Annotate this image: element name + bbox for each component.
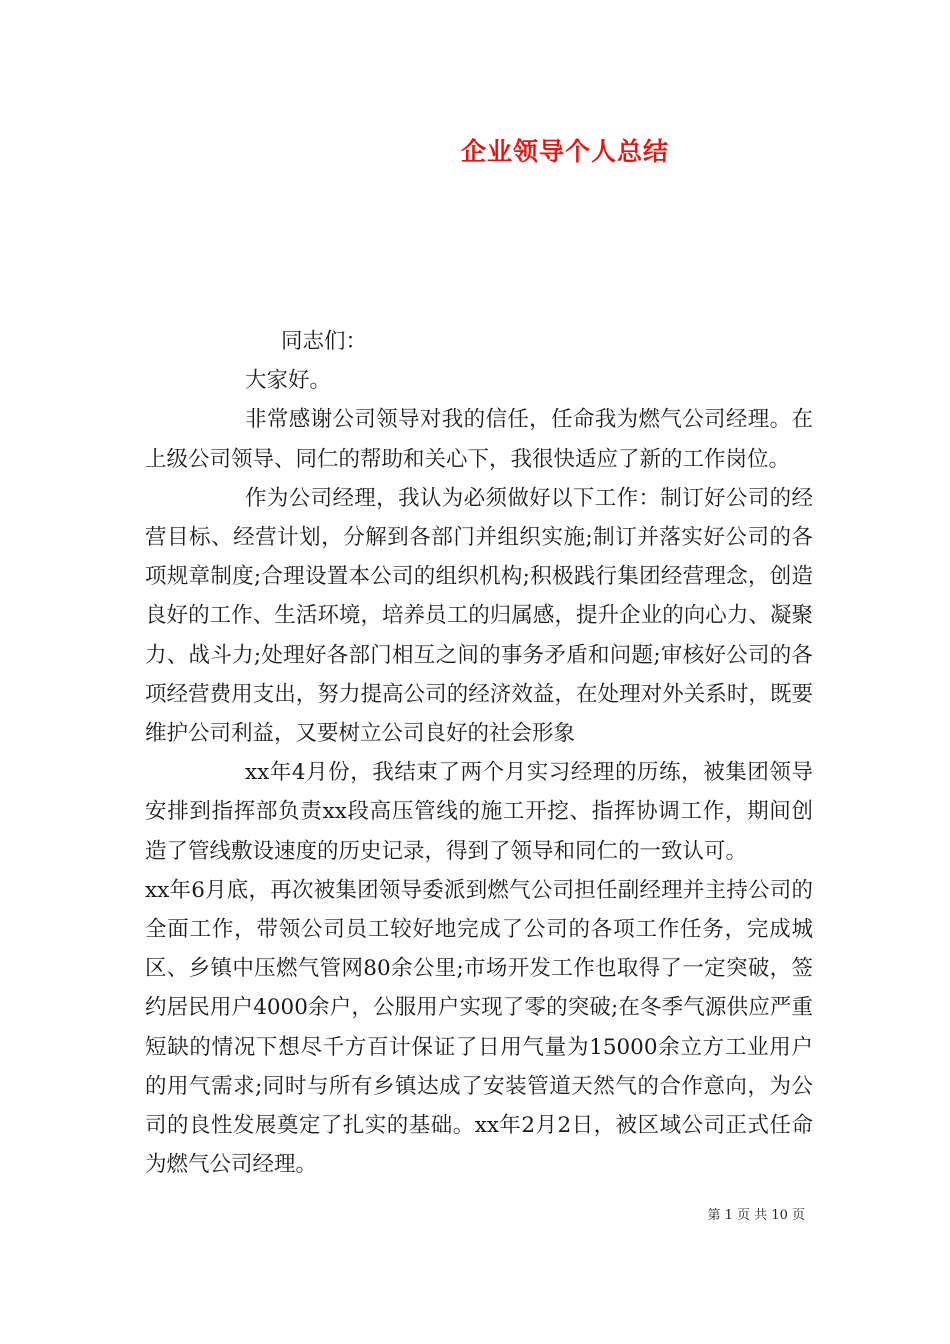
greeting: 大家好。 xyxy=(245,368,332,394)
document-title: 企业领导个人总结 xyxy=(460,137,669,166)
document-body xyxy=(145,322,813,1184)
paragraph: xx年6月底，再次被集团领导委派到燃气公司担任副经理并主持公司的全面工作，带领公司员工较好地完成了公司的各项工作任务，完成城区、乡镇中压燃气管网80余公里;市场开发工作也取得了一定突破，签约居民用户4000余户，公服用户实现了零的突破;在冬季气源供应严重短缺的情况下想尽千方百计保证了日用气量为15000余立方工业用户的用气需求;同时与所有乡镇达成了安装管道天然气的合作意向，为公司的良性发展奠定了扎实的基础。xx年2月2日，被区域公司正式任命为燃气公司经理。 xyxy=(145,877,813,1178)
paragraph: 作为公司经理，我认为必须做好以下工作：制订好公司的经营目标、经营计划，分解到各部门并组织实施;制订并落实好公司的各项规章制度;合理设置本公司的组织机构;积极践行集团经营理念，创造良好的工作、生活环境，培养员工的归属感，提升企业的向心力、凝聚力、战斗力;处理好各部门相互之间的事务矛盾和问题;审核好公司的各项经营费用支出，努力提高公司的经济效益，在处理对外关系时，既要维护公司利益，又要树立公司良好的社会形象 xyxy=(145,485,813,747)
page-number-footer: 第 1 页 共 10 页 xyxy=(707,1208,805,1223)
paragraph: 非常感谢公司领导对我的信任，任命我为燃气公司经理。在上级公司领导、同仁的帮助和关心下，我很快适应了新的工作岗位。 xyxy=(145,407,813,472)
paragraph: xx年4月份，我结束了两个月实习经理的历练，被集团领导安排到指挥部负责xx段高压管线的施工开挖、指挥协调工作，期间创造了管线敷设速度的历史记录，得到了领导和同仁的一致认可。 xyxy=(145,760,813,864)
salutation: 同志们： xyxy=(281,329,368,354)
